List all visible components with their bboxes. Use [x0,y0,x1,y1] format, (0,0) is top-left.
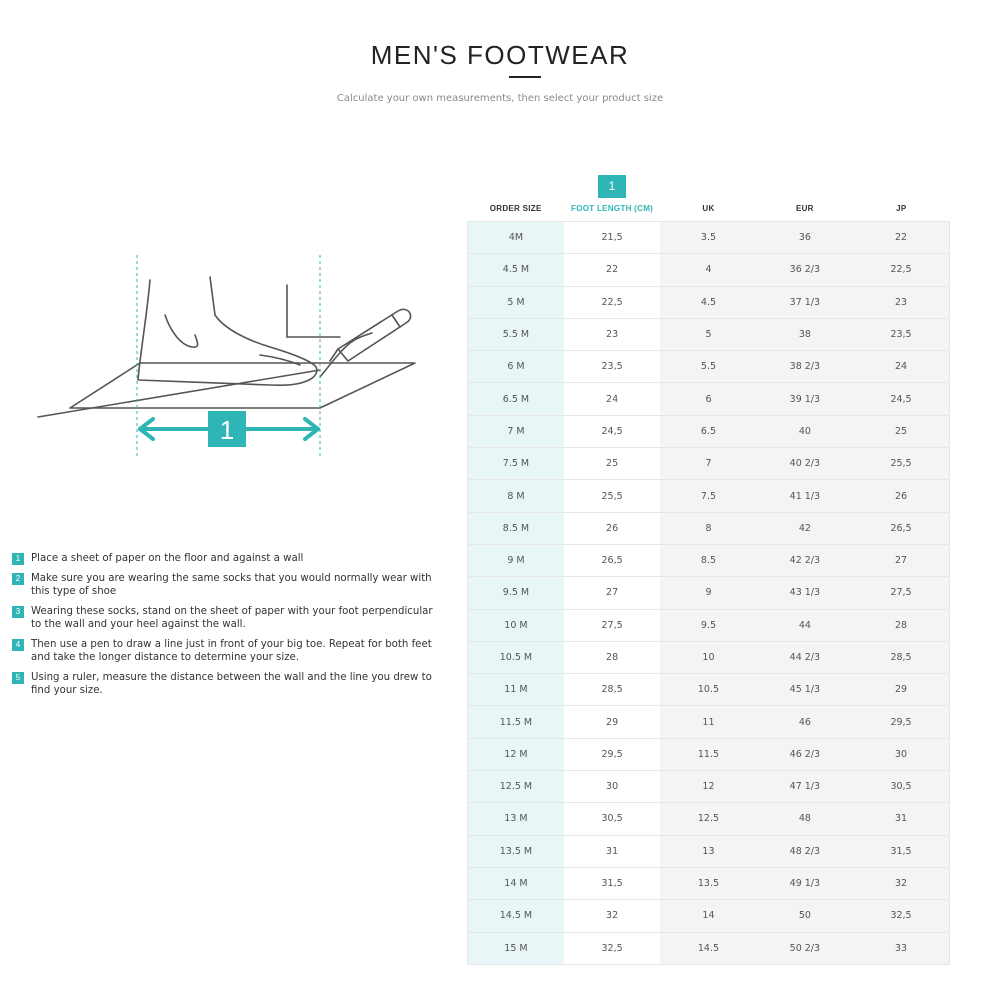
uk-size-cell: 7 [660,448,756,480]
eur-size-cell: 50 [757,900,853,932]
table-row [468,932,950,964]
jp-size-cell: 31 [853,803,949,835]
jp-size-cell: 28 [853,609,949,641]
order-size-cell: 10 M [468,609,564,641]
jp-size-cell: 27 [853,544,949,576]
table-row [468,835,950,867]
jp-size-cell: 32,5 [853,900,949,932]
uk-size-cell: 12 [660,771,756,803]
step-number-badge: 4 [12,639,24,651]
foot-length-cell: 29 [564,706,660,738]
eur-size-cell: 41 1/3 [757,480,853,512]
order-size-cell: 12 M [468,738,564,770]
jp-size-cell: 23,5 [853,318,949,350]
uk-size-cell: 13.5 [660,867,756,899]
step-number-badge: 2 [12,573,24,585]
table-row [468,512,950,544]
jp-size-cell: 29 [853,674,949,706]
uk-size-cell: 8.5 [660,544,756,576]
col-header-order-size: ORDER SIZE [489,204,542,213]
table-row [468,318,950,350]
page-title: MEN'S FOOTWEAR [370,40,630,70]
uk-size-cell: 5 [660,318,756,350]
paper-sheet [70,363,415,408]
order-size-cell: 15 M [468,932,564,964]
pen-icon [338,309,411,361]
order-size-cell: 9.5 M [468,577,564,609]
eur-size-cell: 49 1/3 [757,867,853,899]
jp-size-cell: 28,5 [853,641,949,673]
eur-size-cell: 48 2/3 [757,835,853,867]
jp-size-cell: 26,5 [853,512,949,544]
uk-size-cell: 6.5 [660,415,756,447]
uk-size-cell: 9.5 [660,609,756,641]
eur-size-cell: 44 2/3 [757,641,853,673]
table-row [468,674,950,706]
table-row [468,900,950,932]
uk-size-cell: 12.5 [660,803,756,835]
table-row [468,383,950,415]
foot-length-cell: 25,5 [564,480,660,512]
order-size-cell: 6.5 M [468,383,564,415]
eur-size-cell: 36 [757,222,853,254]
eur-size-cell: 38 [757,318,853,350]
jp-size-cell: 31,5 [853,835,949,867]
col-header-eur: EUR [795,204,814,213]
step-text: Place a sheet of paper on the floor and against a wall [31,553,304,564]
foot-length-cell: 26,5 [564,544,660,576]
uk-size-cell: 9 [660,577,756,609]
table-row [468,448,950,480]
size-chart-table [467,196,950,965]
foot-length-cell: 23 [564,318,660,350]
jp-size-cell: 25,5 [853,448,949,480]
jp-size-cell: 24,5 [853,383,949,415]
step-number-badge: 5 [12,672,24,684]
uk-size-cell: 14.5 [660,932,756,964]
instruction-step [12,572,442,599]
eur-size-cell: 40 2/3 [757,448,853,480]
order-size-cell: 13 M [468,803,564,835]
uk-size-cell: 8 [660,512,756,544]
order-size-cell: 12.5 M [468,771,564,803]
eur-size-cell: 47 1/3 [757,771,853,803]
foot-length-cell: 31 [564,835,660,867]
foot-length-cell: 32 [564,900,660,932]
instruction-step [12,552,442,566]
hand-outline [320,333,372,377]
table-header-row [468,196,950,222]
order-size-cell: 14.5 M [468,900,564,932]
table-row [468,609,950,641]
step-text: Make sure you are wearing the same socks that you would normally wear with this type of shoe [31,572,432,597]
table-row [468,480,950,512]
uk-size-cell: 4.5 [660,286,756,318]
eur-size-cell: 46 2/3 [757,738,853,770]
order-size-cell: 6 M [468,351,564,383]
eur-size-cell: 43 1/3 [757,577,853,609]
jp-size-cell: 22,5 [853,254,949,286]
foot-measurement-illustration [20,165,450,545]
foot-outline [138,277,317,385]
jp-size-cell: 22 [853,222,949,254]
jp-size-cell: 33 [853,932,949,964]
foot-length-cell: 28 [564,641,660,673]
eur-size-cell: 37 1/3 [757,286,853,318]
order-size-cell: 7 M [468,415,564,447]
col-header-jp: JP [896,204,907,213]
order-size-cell: 11 M [468,674,564,706]
step-number-badge: 3 [12,606,24,618]
jp-size-cell: 23 [853,286,949,318]
table-row [468,222,950,254]
uk-size-cell: 11.5 [660,738,756,770]
eur-size-cell: 46 [757,706,853,738]
order-size-cell: 7.5 M [468,448,564,480]
eur-size-cell: 44 [757,609,853,641]
table-row [468,577,950,609]
jp-size-cell: 30 [853,738,949,770]
table-row [468,415,950,447]
table-row [468,641,950,673]
instruction-step [12,671,442,698]
instruction-steps [12,552,442,704]
step-text: Using a ruler, measure the distance between the wall and the line you drew to find your size. [31,671,432,696]
uk-size-cell: 10.5 [660,674,756,706]
order-size-cell: 4M [468,222,564,254]
jp-size-cell: 27,5 [853,577,949,609]
eur-size-cell: 39 1/3 [757,383,853,415]
order-size-cell: 11.5 M [468,706,564,738]
instruction-step [12,638,442,665]
order-size-cell: 14 M [468,867,564,899]
step-number-badge: 1 [12,553,24,565]
jp-size-cell: 32 [853,867,949,899]
eur-size-cell: 50 2/3 [757,932,853,964]
foot-length-cell: 23,5 [564,351,660,383]
table-row [468,867,950,899]
foot-length-cell: 22,5 [564,286,660,318]
foot-length-cell: 26 [564,512,660,544]
table-row [468,286,950,318]
foot-length-badge: 1 [598,175,626,198]
foot-length-cell: 24,5 [564,415,660,447]
eur-size-cell: 38 2/3 [757,351,853,383]
table-row [468,738,950,770]
foot-length-cell: 27 [564,577,660,609]
uk-size-cell: 7.5 [660,480,756,512]
foot-length-cell: 21,5 [564,222,660,254]
table-row [468,544,950,576]
col-header-uk: UK [702,204,715,213]
foot-length-cell: 25 [564,448,660,480]
order-size-cell: 13.5 M [468,835,564,867]
table-row [468,351,950,383]
foot-length-cell: 29,5 [564,738,660,770]
uk-size-cell: 13 [660,835,756,867]
eur-size-cell: 42 2/3 [757,544,853,576]
jp-size-cell: 30,5 [853,771,949,803]
page-subtitle: Calculate your own measurements, then select your product size [336,93,664,104]
table-row [468,254,950,286]
foot-length-cell: 30,5 [564,803,660,835]
title-underline [509,76,541,78]
order-size-cell: 10.5 M [468,641,564,673]
order-size-cell: 8.5 M [468,512,564,544]
foot-length-cell: 32,5 [564,932,660,964]
instruction-step [12,605,442,632]
jp-size-cell: 24 [853,351,949,383]
table-row [468,771,950,803]
eur-size-cell: 42 [757,512,853,544]
order-size-cell: 5.5 M [468,318,564,350]
foot-length-cell: 24 [564,383,660,415]
foot-length-cell: 31,5 [564,867,660,899]
order-size-cell: 4.5 M [468,254,564,286]
measurement-label: 1 [219,415,235,445]
eur-size-cell: 48 [757,803,853,835]
uk-size-cell: 4 [660,254,756,286]
jp-size-cell: 29,5 [853,706,949,738]
floor-line [38,370,320,417]
uk-size-cell: 10 [660,641,756,673]
table-row [468,706,950,738]
step-text: Wearing these socks, stand on the sheet of paper with your foot perpendicular to the wall and your heel against the wall. [31,605,433,630]
uk-size-cell: 11 [660,706,756,738]
order-size-cell: 5 M [468,286,564,318]
uk-size-cell: 5.5 [660,351,756,383]
step-text: Then use a pen to draw a line just in front of your big toe. Repeat for both feet and take the longer distance to determine your size. [31,638,432,663]
foot-length-cell: 27,5 [564,609,660,641]
foot-length-cell: 22 [564,254,660,286]
jp-size-cell: 26 [853,480,949,512]
order-size-cell: 8 M [468,480,564,512]
uk-size-cell: 14 [660,900,756,932]
uk-size-cell: 6 [660,383,756,415]
order-size-cell: 9 M [468,544,564,576]
foot-length-cell: 30 [564,771,660,803]
eur-size-cell: 45 1/3 [757,674,853,706]
uk-size-cell: 3.5 [660,222,756,254]
jp-size-cell: 25 [853,415,949,447]
foot-length-cell: 28,5 [564,674,660,706]
col-header-foot-length: FOOT LENGTH (CM) [571,204,654,213]
eur-size-cell: 36 2/3 [757,254,853,286]
table-row [468,803,950,835]
eur-size-cell: 40 [757,415,853,447]
